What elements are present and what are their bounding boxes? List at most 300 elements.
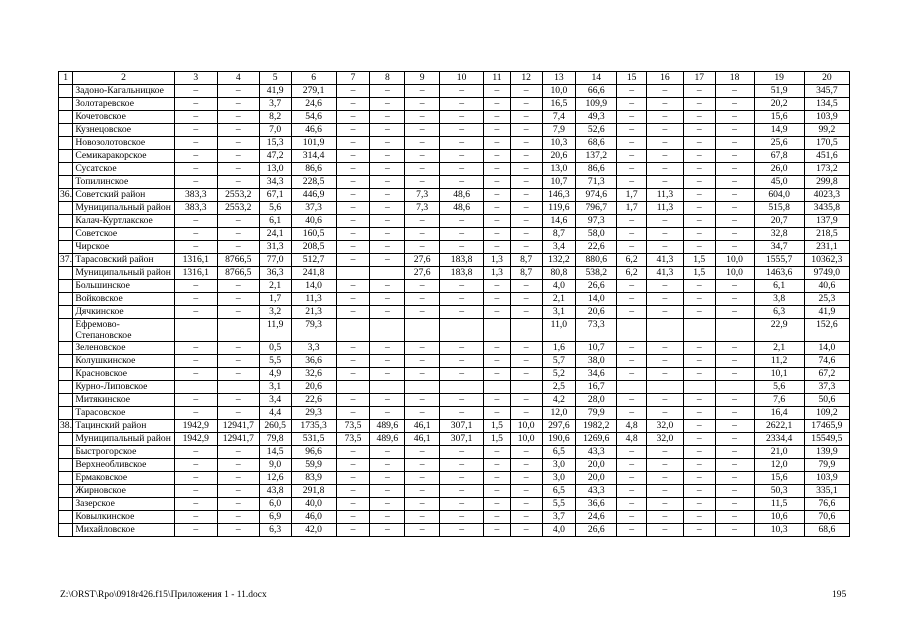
table-row [59,498,850,511]
value-cell: – [217,137,259,150]
value-cell: 22,6 [576,241,617,254]
value-cell: – [715,228,754,241]
value-cell: – [646,511,683,524]
value-cell: – [683,228,715,241]
value-cell: – [646,524,683,537]
table-row [59,355,850,368]
value-cell: – [370,111,405,124]
territory-name-cell: Зеленовское [73,342,174,355]
value-cell: – [683,202,715,215]
value-cell: – [646,459,683,472]
value-cell: – [217,355,259,368]
value-cell: 22,6 [291,394,336,407]
value-cell: 15,3 [259,137,291,150]
value-cell: – [510,202,542,215]
row-number-cell [59,215,73,228]
value-cell: 6,1 [754,280,804,293]
value-cell: 20,7 [754,215,804,228]
column-header: 3 [174,72,217,85]
territory-name-cell: Тарасовский район [73,254,174,267]
value-cell: – [174,137,217,150]
value-cell: – [646,293,683,306]
value-cell: 14,0 [576,293,617,306]
value-cell: 4,8 [617,420,647,433]
value-cell: – [510,524,542,537]
value-cell: 10,0 [510,420,542,433]
table-row [59,342,850,355]
value-cell: – [683,407,715,420]
value-cell: 3,7 [259,98,291,111]
value-cell: – [646,446,683,459]
column-header: 1 [59,72,73,85]
value-cell: 67,1 [259,189,291,202]
value-cell: 50,3 [754,485,804,498]
territory-name-cell: Большинское [73,280,174,293]
value-cell: 32,0 [646,420,683,433]
value-cell: – [646,355,683,368]
row-number-cell [59,228,73,241]
value-cell: 5,6 [754,381,804,394]
value-cell: 3,2 [259,306,291,319]
value-cell: 4,8 [617,433,647,446]
value-cell: – [217,124,259,137]
value-cell: – [617,215,647,228]
value-cell: – [336,280,370,293]
value-cell: 1463,6 [754,267,804,280]
value-cell: 16,5 [542,98,576,111]
value-cell: 146,3 [542,189,576,202]
value-cell: – [405,524,440,537]
value-cell: 1316,1 [174,267,217,280]
value-cell: – [370,202,405,215]
value-cell: 79,9 [576,407,617,420]
value-cell: – [617,498,647,511]
value-cell: – [405,124,440,137]
value-cell: – [646,150,683,163]
territory-name-cell: Новозолотовское [73,137,174,150]
value-cell: 8766,5 [217,267,259,280]
value-cell: – [370,472,405,485]
value-cell: – [646,85,683,98]
value-cell: – [336,202,370,215]
value-cell: 6,9 [259,511,291,524]
table-row [59,420,850,433]
value-cell: 3,8 [754,293,804,306]
value-cell: – [217,394,259,407]
column-header: 13 [542,72,576,85]
value-cell: – [174,524,217,537]
value-cell [336,381,370,394]
value-cell: – [715,150,754,163]
value-cell: 260,5 [259,420,291,433]
table-body [59,85,850,537]
value-cell: – [683,124,715,137]
value-cell: 37,3 [291,202,336,215]
value-cell: 515,8 [754,202,804,215]
value-cell: – [336,394,370,407]
value-cell: – [440,368,484,381]
value-cell: – [510,176,542,189]
value-cell: – [715,215,754,228]
value-cell: – [370,407,405,420]
value-cell: – [484,446,511,459]
value-cell: – [217,215,259,228]
value-cell: – [484,228,511,241]
value-cell: 307,1 [440,420,484,433]
value-cell: 48,6 [440,202,484,215]
value-cell: – [510,85,542,98]
value-cell: – [440,407,484,420]
value-cell: 1555,7 [754,254,804,267]
value-cell: – [174,176,217,189]
column-header: 7 [336,72,370,85]
value-cell: – [683,355,715,368]
value-cell: – [336,472,370,485]
value-cell: – [484,394,511,407]
value-cell: – [510,368,542,381]
value-cell: – [484,241,511,254]
value-cell: – [715,420,754,433]
value-cell: 45,0 [754,176,804,189]
value-cell: – [715,524,754,537]
value-cell: – [336,254,370,267]
value-cell: – [174,511,217,524]
value-cell: 83,9 [291,472,336,485]
value-cell: 531,5 [291,433,336,446]
value-cell [715,319,754,342]
value-cell: – [715,446,754,459]
value-cell: – [174,228,217,241]
value-cell: 241,8 [291,267,336,280]
value-cell: – [484,98,511,111]
value-cell: 2,1 [259,280,291,293]
value-cell: – [646,176,683,189]
value-cell: 15,6 [754,111,804,124]
value-cell: – [683,420,715,433]
value-cell: – [336,293,370,306]
value-cell: 152,6 [804,319,849,342]
value-cell: – [336,176,370,189]
value-cell: 3435,8 [804,202,849,215]
value-cell: 446,9 [291,189,336,202]
value-cell: 796,7 [576,202,617,215]
value-cell: 41,9 [259,85,291,98]
value-cell [440,381,484,394]
value-cell: – [336,215,370,228]
value-cell: – [484,355,511,368]
value-cell: – [484,189,511,202]
value-cell: – [370,485,405,498]
value-cell: 1,5 [484,420,511,433]
territory-name-cell: Чирское [73,241,174,254]
table-row [59,319,850,342]
value-cell: 20,6 [576,306,617,319]
value-cell: – [217,498,259,511]
value-cell: – [405,472,440,485]
value-cell: – [217,150,259,163]
value-cell: 73,5 [336,420,370,433]
value-cell: 40,6 [804,280,849,293]
value-cell: – [484,202,511,215]
column-header: 17 [683,72,715,85]
value-cell: – [217,459,259,472]
value-cell: 974,6 [576,189,617,202]
table-row [59,202,850,215]
value-cell: – [217,306,259,319]
table-row [59,150,850,163]
row-number-cell [59,498,73,511]
value-cell: 307,1 [440,433,484,446]
row-number-cell [59,368,73,381]
value-cell: 43,3 [576,446,617,459]
column-header: 19 [754,72,804,85]
value-cell: – [510,498,542,511]
value-cell: 451,6 [804,150,849,163]
table-row [59,485,850,498]
value-cell: 383,3 [174,189,217,202]
value-cell: – [617,124,647,137]
value-cell: – [617,511,647,524]
value-cell: – [646,124,683,137]
value-cell: 27,6 [405,267,440,280]
value-cell: 24,6 [576,511,617,524]
column-header: 14 [576,72,617,85]
row-number-cell [59,472,73,485]
table-row [59,459,850,472]
value-cell: – [683,485,715,498]
value-cell: – [370,215,405,228]
value-cell: – [440,394,484,407]
territory-name-cell: Топилинское [73,176,174,189]
value-cell: 32,0 [646,433,683,446]
value-cell: 20,2 [754,98,804,111]
value-cell: – [405,280,440,293]
value-cell: 183,8 [440,254,484,267]
value-cell: – [440,485,484,498]
value-cell: 11,3 [646,202,683,215]
value-cell: – [484,280,511,293]
value-cell: 1,5 [683,254,715,267]
row-number-cell [59,355,73,368]
value-cell: 2,1 [754,342,804,355]
value-cell: – [510,306,542,319]
value-cell: 109,9 [576,98,617,111]
value-cell: 512,7 [291,254,336,267]
territory-name-cell: Красновское [73,368,174,381]
value-cell: – [336,407,370,420]
value-cell: 134,5 [804,98,849,111]
territory-name-cell: Михайловское [73,524,174,537]
value-cell: – [617,241,647,254]
value-cell: 21,0 [754,446,804,459]
value-cell: – [683,98,715,111]
value-cell: – [370,306,405,319]
value-cell: – [715,306,754,319]
value-cell: 48,6 [440,189,484,202]
value-cell: – [336,124,370,137]
header-row [59,72,850,85]
value-cell: 297,6 [542,420,576,433]
column-header: 2 [73,72,174,85]
value-cell: – [174,150,217,163]
value-cell: – [646,280,683,293]
value-cell: – [336,498,370,511]
value-cell: – [336,150,370,163]
value-cell: – [715,202,754,215]
value-cell: – [484,176,511,189]
footer-file-path: Z:\ORST\Rpo\0918r426.f15\Приложения 1 - 11.docx [60,590,267,600]
value-cell: – [484,368,511,381]
value-cell: 37,3 [804,381,849,394]
value-cell: 299,8 [804,176,849,189]
value-cell: 79,9 [804,459,849,472]
value-cell: 4,2 [542,394,576,407]
row-number-cell [59,511,73,524]
value-cell: 20,0 [576,472,617,485]
value-cell: 41,3 [646,254,683,267]
territory-name-cell: Зазерское [73,498,174,511]
value-cell: 6,2 [617,254,647,267]
value-cell: – [484,511,511,524]
value-cell: – [336,511,370,524]
value-cell: – [484,459,511,472]
column-header: 11 [484,72,511,85]
value-cell: 54,6 [291,111,336,124]
value-cell: 1,3 [484,254,511,267]
value-cell: 46,0 [291,511,336,524]
value-cell: 10,0 [715,267,754,280]
value-cell [484,381,511,394]
value-cell: 0,5 [259,342,291,355]
value-cell: – [617,98,647,111]
value-cell: – [617,163,647,176]
value-cell: 16,7 [576,381,617,394]
value-cell: 10,3 [754,524,804,537]
value-cell: – [336,241,370,254]
value-cell: – [646,228,683,241]
value-cell: – [336,459,370,472]
value-cell: – [370,280,405,293]
table-row [59,228,850,241]
value-cell: – [484,163,511,176]
value-cell: 28,0 [576,394,617,407]
value-cell: – [484,524,511,537]
value-cell: – [683,394,715,407]
value-cell: 74,6 [804,355,849,368]
value-cell: – [405,85,440,98]
value-cell: – [715,98,754,111]
value-cell: – [336,137,370,150]
value-cell: 190,6 [542,433,576,446]
value-cell: – [440,342,484,355]
value-cell: 13,0 [542,163,576,176]
value-cell: – [440,459,484,472]
column-header: 9 [405,72,440,85]
value-cell: 170,5 [804,137,849,150]
value-cell: – [683,459,715,472]
row-number-cell [59,407,73,420]
territory-name-cell: Верхнеобливское [73,459,174,472]
value-cell: – [510,472,542,485]
value-cell: – [336,368,370,381]
value-cell: 43,8 [259,485,291,498]
value-cell: 41,9 [804,306,849,319]
row-number-cell [59,98,73,111]
value-cell: – [683,524,715,537]
value-cell: – [440,228,484,241]
value-cell: – [440,280,484,293]
value-cell: – [336,446,370,459]
value-cell: – [370,163,405,176]
value-cell: 9,0 [259,459,291,472]
value-cell: – [217,511,259,524]
value-cell: – [646,498,683,511]
value-cell: – [217,293,259,306]
value-cell: 50,6 [804,394,849,407]
value-cell: 8,2 [259,111,291,124]
value-cell: – [217,407,259,420]
value-cell: 160,5 [291,228,336,241]
value-cell: 3,3 [291,342,336,355]
table-row [59,407,850,420]
value-cell: – [174,163,217,176]
value-cell: – [370,368,405,381]
value-cell: 42,0 [291,524,336,537]
value-cell: – [646,137,683,150]
value-cell: 26,6 [576,280,617,293]
value-cell: – [370,98,405,111]
value-cell: 8,7 [510,254,542,267]
value-cell: – [405,407,440,420]
value-cell: – [217,342,259,355]
value-cell [217,381,259,394]
row-number-cell [59,342,73,355]
value-cell: – [715,407,754,420]
value-cell: 11,3 [646,189,683,202]
value-cell: 46,1 [405,420,440,433]
territory-name-cell: Калач-Куртлакское [73,215,174,228]
territory-name-cell: Тацинский район [73,420,174,433]
value-cell: 46,6 [291,124,336,137]
value-cell: – [174,98,217,111]
value-cell: 6,0 [259,498,291,511]
value-cell: 1942,9 [174,433,217,446]
value-cell: 86,6 [291,163,336,176]
value-cell: – [405,228,440,241]
value-cell: – [440,498,484,511]
table-row [59,368,850,381]
table-row [59,446,850,459]
value-cell: 8,7 [510,267,542,280]
value-cell: 49,3 [576,111,617,124]
territory-name-cell: Кузнецовское [73,124,174,137]
value-cell: 11,5 [754,498,804,511]
value-cell: – [370,137,405,150]
value-cell: – [484,85,511,98]
value-cell: 2,5 [542,381,576,394]
value-cell: – [217,524,259,537]
value-cell: – [617,306,647,319]
value-cell: – [336,342,370,355]
value-cell: – [683,85,715,98]
row-number-cell [59,524,73,537]
value-cell: – [174,498,217,511]
value-cell: – [510,355,542,368]
value-cell: 58,0 [576,228,617,241]
row-number-cell [59,85,73,98]
value-cell [370,319,405,342]
table-row [59,215,850,228]
